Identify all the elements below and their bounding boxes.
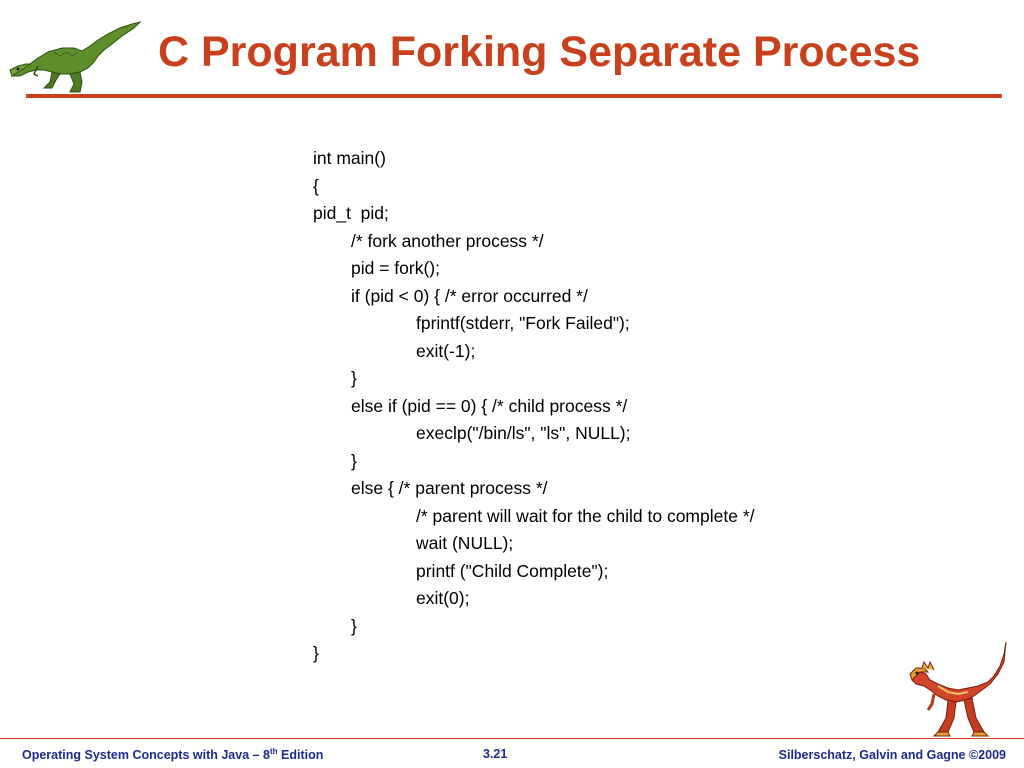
code-line: } xyxy=(351,450,357,471)
code-listing xyxy=(313,145,755,668)
slide-title: C Program Forking Separate Process xyxy=(158,28,921,76)
code-line: pid = fork(); xyxy=(351,258,440,278)
footer-book-title-suffix: Edition xyxy=(277,748,324,762)
code-line: wait (NULL); xyxy=(416,533,514,553)
code-line: exit(0); xyxy=(416,588,470,608)
code-line: pid_t pid; xyxy=(313,203,389,223)
code-line: exit(-1); xyxy=(416,340,476,361)
footer-book-title-main: Operating System Concepts with Java – 8 xyxy=(22,748,270,762)
code-line: execlp("/bin/ls", "ls", NULL); xyxy=(416,423,631,443)
code-line: if (pid < 0) { /* error occurred */ xyxy=(351,285,588,306)
code-line: } xyxy=(351,615,357,636)
green-dinosaur-icon xyxy=(8,18,142,96)
code-line: int main() xyxy=(313,148,386,168)
code-line: printf ("Child Complete"); xyxy=(416,560,609,581)
title-divider xyxy=(26,94,1002,98)
footer-book-title-sup: th xyxy=(270,746,278,756)
footer-authors: Silberschatz, Galvin and Gagne ©2009 xyxy=(778,748,1006,762)
footer-page-number: 3.21 xyxy=(483,747,508,761)
code-line: /* fork another process */ xyxy=(351,230,544,251)
footer-book-title xyxy=(22,748,323,762)
code-line: /* parent will wait for the child to complete */ xyxy=(416,505,755,526)
footer-divider xyxy=(0,738,1024,739)
code-line: { xyxy=(313,175,319,196)
red-dinosaur-icon xyxy=(908,638,1014,742)
code-line: else if (pid == 0) { /* child process */ xyxy=(351,395,628,416)
code-line: else { /* parent process */ xyxy=(351,478,548,498)
code-line: } xyxy=(313,643,319,663)
code-line: fprintf(stderr, "Fork Failed"); xyxy=(416,313,630,333)
code-line: } xyxy=(351,368,357,388)
